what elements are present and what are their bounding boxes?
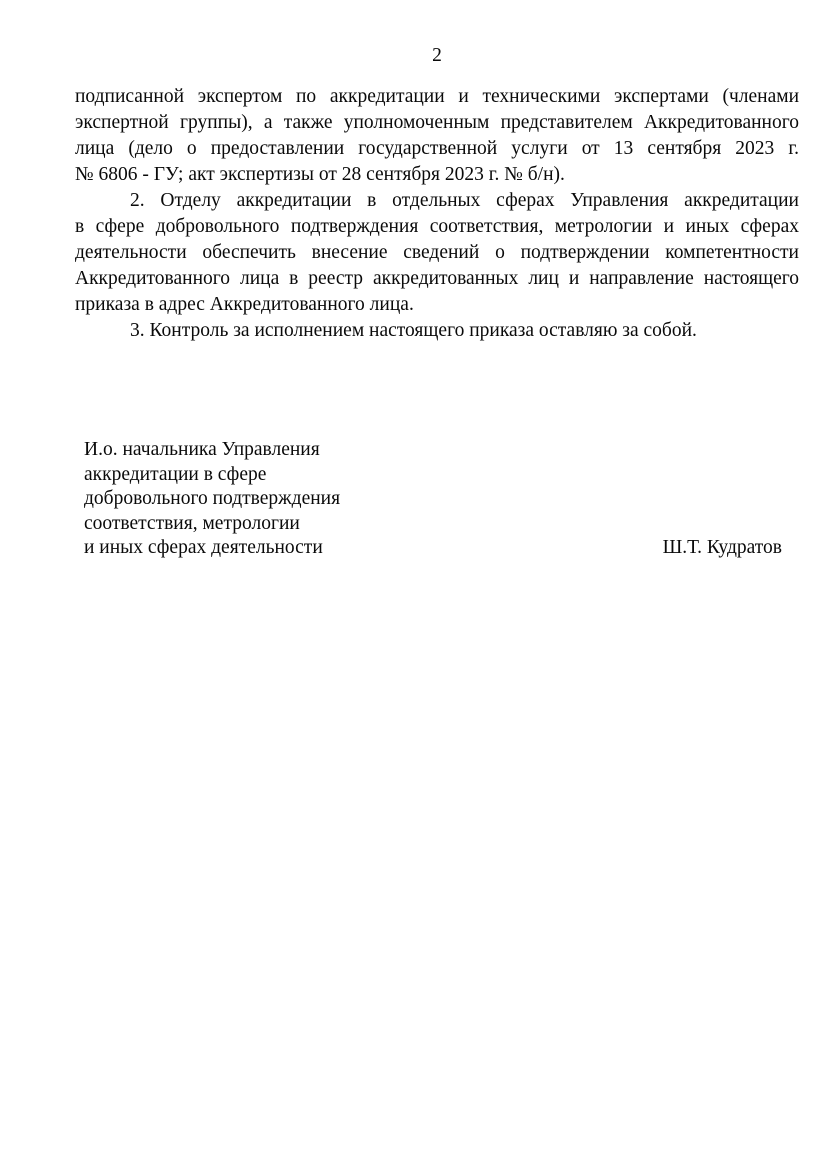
paragraph-item-2 [75,188,799,318]
text-line: в сфере добровольного подтверждения соответствия, метрологии и иных сферах [75,216,799,237]
signatory-name: Ш.Т. Кудратов [662,537,782,559]
document-body [75,84,799,344]
text-line: приказа в адрес Аккредитованного лица. [75,294,414,315]
signatory-title-line: и иных сферах деятельности [84,537,323,559]
signatory-title-line: добровольного подтверждения [84,488,341,510]
text-line: лица (дело о предоставлении государственной услуги от 13 сентября 2023 г. [75,138,799,159]
paragraph-item-3 [75,318,799,344]
text-line: экспертной группы), а также уполномоченным представителем Аккредитованного [75,112,799,133]
signatory-title-line: аккредитации в сфере [84,463,267,485]
text-line: подписанной экспертом по аккредитации и техническими экспертами (членами [75,86,799,107]
signatory-title [84,438,340,561]
paragraph-continuation [75,84,799,188]
text-line: деятельности обеспечить внесение сведений о подтверждении компетентности [75,242,799,263]
text-line: 2. Отделу аккредитации в отдельных сферах Управления аккредитации [130,190,799,211]
page-number: 2 [432,45,442,66]
signatory-title-line: И.о. начальника Управления [84,439,320,460]
text-line: Аккредитованного лица в реестр аккредитованных лиц и направление настоящего [75,268,799,289]
text-line: № 6806 - ГУ; акт экспертизы от 28 сентября 2023 г. № б/н). [75,164,565,185]
signature-block [84,438,782,561]
signatory-title-line: соответствия, метрологии [84,512,300,534]
text-line: 3. Контроль за исполнением настоящего приказа оставляю за собой. [130,320,697,341]
